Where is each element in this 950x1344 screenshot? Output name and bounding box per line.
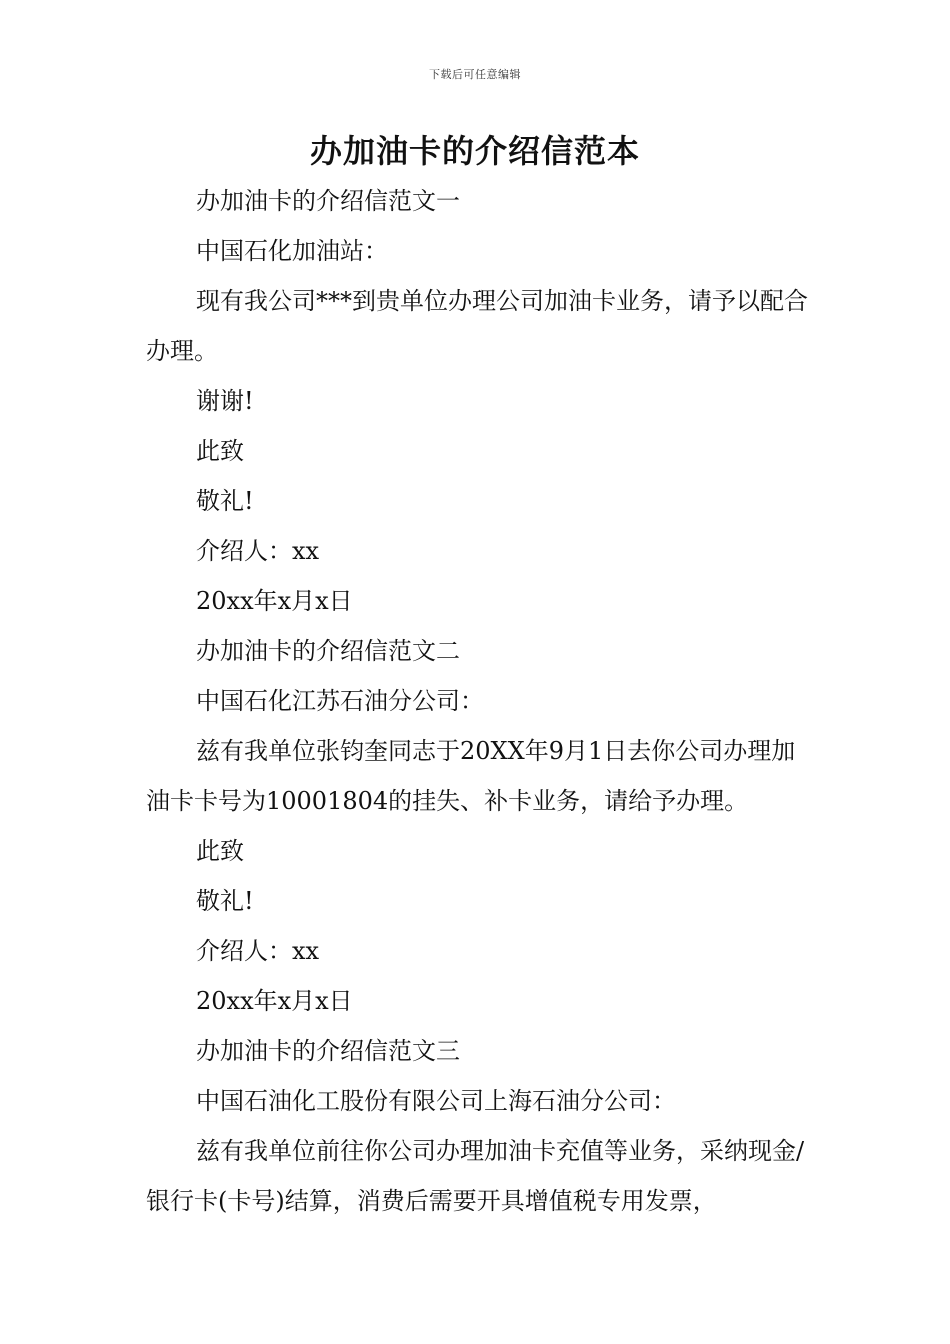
- paragraph: 敬礼!: [196, 487, 254, 515]
- paragraph: 敬礼!: [196, 887, 254, 915]
- paragraph: 办加油卡的介绍信范文二: [196, 637, 460, 665]
- paragraph: 此致: [196, 837, 244, 865]
- document-body: [146, 176, 814, 1226]
- paragraph: 中国石化加油站：: [196, 237, 388, 265]
- paragraph: 中国石油化工股份有限公司上海石油分公司：: [196, 1087, 676, 1115]
- paragraph: 20xx年x月x日: [196, 987, 353, 1015]
- paragraph: 兹有我单位前往你公司办理加油卡充值等业务，采纳现金/银行卡(卡号)结算，消费后需要开具增值税专用发票，: [146, 1137, 805, 1215]
- paragraph: 谢谢!: [196, 387, 254, 415]
- paragraph: 20xx年x月x日: [196, 587, 353, 615]
- document-title: 办加油卡的介绍信范本: [309, 132, 640, 170]
- paragraph: 现有我公司***到贵单位办理公司加油卡业务，请予以配合办理。: [146, 287, 808, 365]
- header-note: 下载后可任意编辑: [429, 68, 521, 81]
- paragraph: 此致: [196, 437, 244, 465]
- paragraph: 介绍人：xx: [196, 937, 320, 965]
- paragraph: 办加油卡的介绍信范文三: [196, 1037, 460, 1065]
- paragraph: 办加油卡的介绍信范文一: [196, 187, 460, 215]
- paragraph: 兹有我单位张钧奎同志于20XX年9月1日去你公司办理加油卡卡号为10001804的挂失、补卡业务，请给予办理。: [146, 737, 796, 815]
- paragraph: 介绍人：xx: [196, 537, 320, 565]
- paragraph: 中国石化江苏石油分公司：: [196, 687, 484, 715]
